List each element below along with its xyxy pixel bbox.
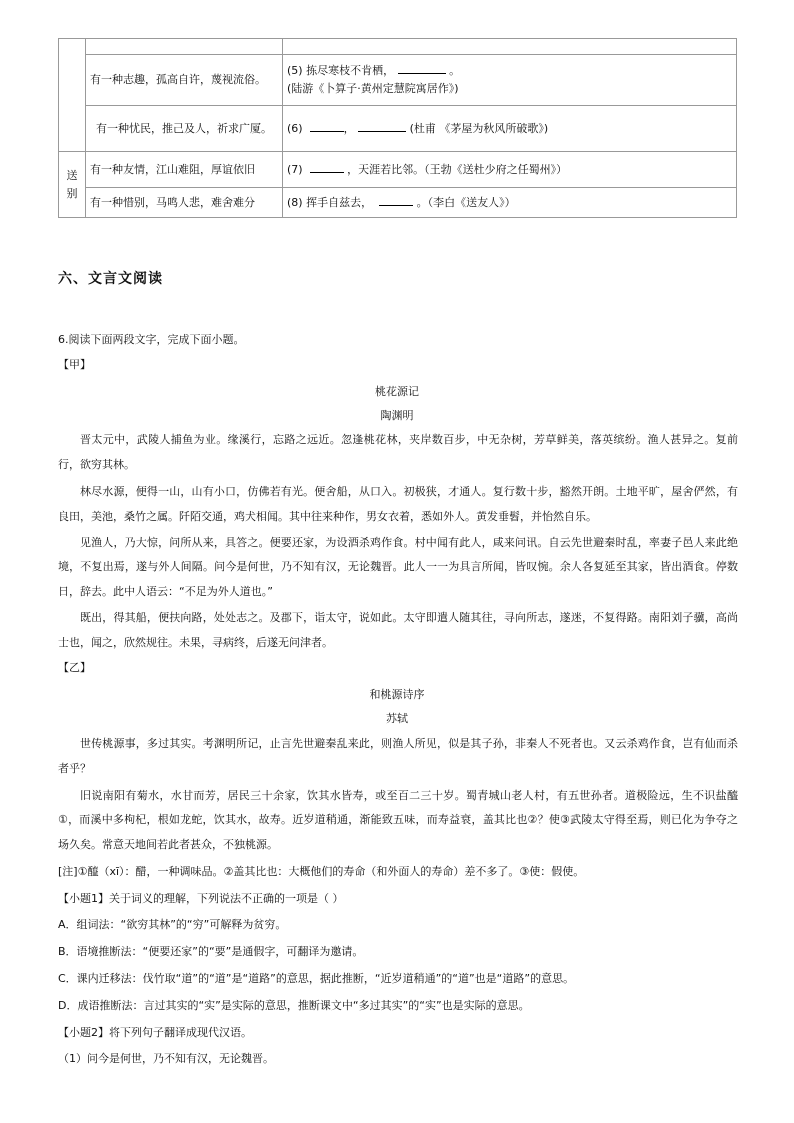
answer-blank[interactable] <box>310 121 344 132</box>
group-label-cell: 送别 <box>59 152 86 218</box>
answer-cell: (8) 挥手自兹去， 。（李白《送友人》） <box>283 188 737 218</box>
paragraph-line: 行，欲穷其林。 <box>58 458 135 471</box>
table-cell <box>283 39 737 55</box>
section-title: 六、文言文阅读 <box>58 271 163 287</box>
paragraph-line: 林尽水源，便得一山，山有小口，仿佛若有光。便舍船，从口入。初极狭，才通人。复行数十步，豁然开朗。土地平旷，屋舍俨然，有 <box>80 485 738 498</box>
paragraph-line: 良田，美池，桑竹之属。阡陌交通，鸡犬相闻。其中往来种作，男女衣着，悉如外人。黄发垂髫，并怡然自乐。 <box>58 510 597 523</box>
option-c[interactable]: C．课内迁移法：伐竹取“道”的“道”是“道路”的意思，据此推断，“近岁道稍通”的“道”也是“道路”的意思。 <box>58 972 575 985</box>
theme-cell: 有一种忧民，推己及人，祈求广厦。 <box>86 106 283 152</box>
annotation-note: [注]①醯（xī）：醋，一种调味品。②盖其比也：大概他们的寿命（和外面人的寿命）差不多了。③使：假使。 <box>58 865 585 878</box>
option-a[interactable]: A．组词法：“欲穷其林”的“穷”可解释为贫穷。 <box>58 918 287 931</box>
answer-blank[interactable] <box>392 121 406 132</box>
theme-cell: 有一种志趣，孤高自许，蔑视流俗。 <box>86 55 283 106</box>
sub-question-1: 【小题1】关于词义的理解，下列说法不正确的一项是（ ） <box>58 892 344 905</box>
sub-question-2: 【小题2】将下列句子翻译成现代汉语。 <box>58 1026 252 1039</box>
jia-title: 桃花源记 <box>375 385 419 398</box>
paragraph-line: 旧说南阳有菊水，水甘而芳，居民三十余家，饮其水皆寿，或至百二三十岁。蜀青城山老人村，有五世孙者。道极险远，生不识盐醯 <box>80 789 738 802</box>
table-cell <box>86 39 283 55</box>
answer-cell: (7) ，天涯若比邻。（王勃《送杜少府之任蜀州》） <box>283 152 737 188</box>
paragraph-line: 境，不复出焉，遂与外人间隔。问今是何世，乃不知有汉，无论魏晋。此人一一为具言所闻，皆叹惋。余人各复延至其家，皆出酒食。停数 <box>58 560 738 573</box>
answer-blank[interactable] <box>398 63 432 74</box>
answer-blank[interactable] <box>432 63 446 74</box>
yi-title: 和桃源诗序 <box>369 688 425 701</box>
yi-author: 苏轼 <box>386 712 408 725</box>
paragraph-line: 见渔人，乃大惊，问所从来，具答之。便要还家，为设酒杀鸡作食。村中闻有此人，咸来问讯。自云先世避秦时乱，率妻子邑人来此绝 <box>80 536 738 549</box>
answer-blank[interactable] <box>379 195 413 206</box>
answer-cell: (5) 拣尽寒枝不肯栖， 。 (陆游《卜算子·黄州定慧院寓居作》) <box>283 55 737 106</box>
paragraph-line: 世传桃源事，多过其实。考渊明所记，止言先世避秦乱来此，则渔人所见，似是其子孙，非秦人不死者也。又云杀鸡作食，岂有仙而杀 <box>80 737 738 750</box>
paragraph-line: 既出，得其船，便扶向路，处处志之。及郡下，诣太守，说如此。太守即遣人随其往，寻向所志，遂迷，不复得路。南阳刘子骥，高尚 <box>80 611 738 624</box>
theme-cell: 有一种友情，江山难阻，厚谊依旧 <box>86 152 283 188</box>
question-intro: 6.阅读下面两段文字，完成下面小题。 <box>58 333 245 346</box>
option-b[interactable]: B．语境推断法：“便要还家”的“要”是通假字，可翻译为邀请。 <box>58 945 364 958</box>
paragraph-line: 日，辞去。此中人语云：“不足为外人道也。” <box>58 585 273 598</box>
answer-blank[interactable] <box>358 121 392 132</box>
translate-item-1: （1）问今是何世，乃不知有汉，无论魏晋。 <box>58 1052 274 1065</box>
theme-cell: 有一种惜别，马鸣人悲，难舍难分 <box>86 188 283 218</box>
paragraph-line: 场久矣。常意天地间若此者甚众，不独桃源。 <box>58 838 278 851</box>
jia-author: 陶渊明 <box>380 409 414 422</box>
answer-cell: (6) ， (杜甫 《茅屋为秋风所破歌》) <box>283 106 737 152</box>
poetry-fill-table <box>58 38 737 218</box>
answer-blank[interactable] <box>310 162 344 173</box>
jia-label: 【甲】 <box>58 358 91 371</box>
paragraph-line: 者乎？ <box>58 762 91 775</box>
paragraph-line: 晋太元中，武陵人捕鱼为业。缘溪行，忘路之远近。忽逢桃花林，夹岸数百步，中无杂树，芳草鲜美，落英缤纷。渔人甚异之。复前 <box>80 433 738 446</box>
option-d[interactable]: D．成语推断法：言过其实的“实”是实际的意思，推断课文中“多过其实”的“实”也是实际的意思。 <box>58 999 530 1012</box>
paragraph-line: 士也，闻之，欣然规往。未果，寻病终，后遂无问津者。 <box>58 636 333 649</box>
yi-label: 【乙】 <box>58 661 91 674</box>
paragraph-line: ①，而溪中多枸杞，根如龙蛇，饮其水，故寿。近岁道稍通，渐能致五味，而寿益衰，盖其比也②？使③武陵太守得至焉，则已化为争夺之 <box>58 813 738 826</box>
table-group-cell <box>59 39 86 152</box>
